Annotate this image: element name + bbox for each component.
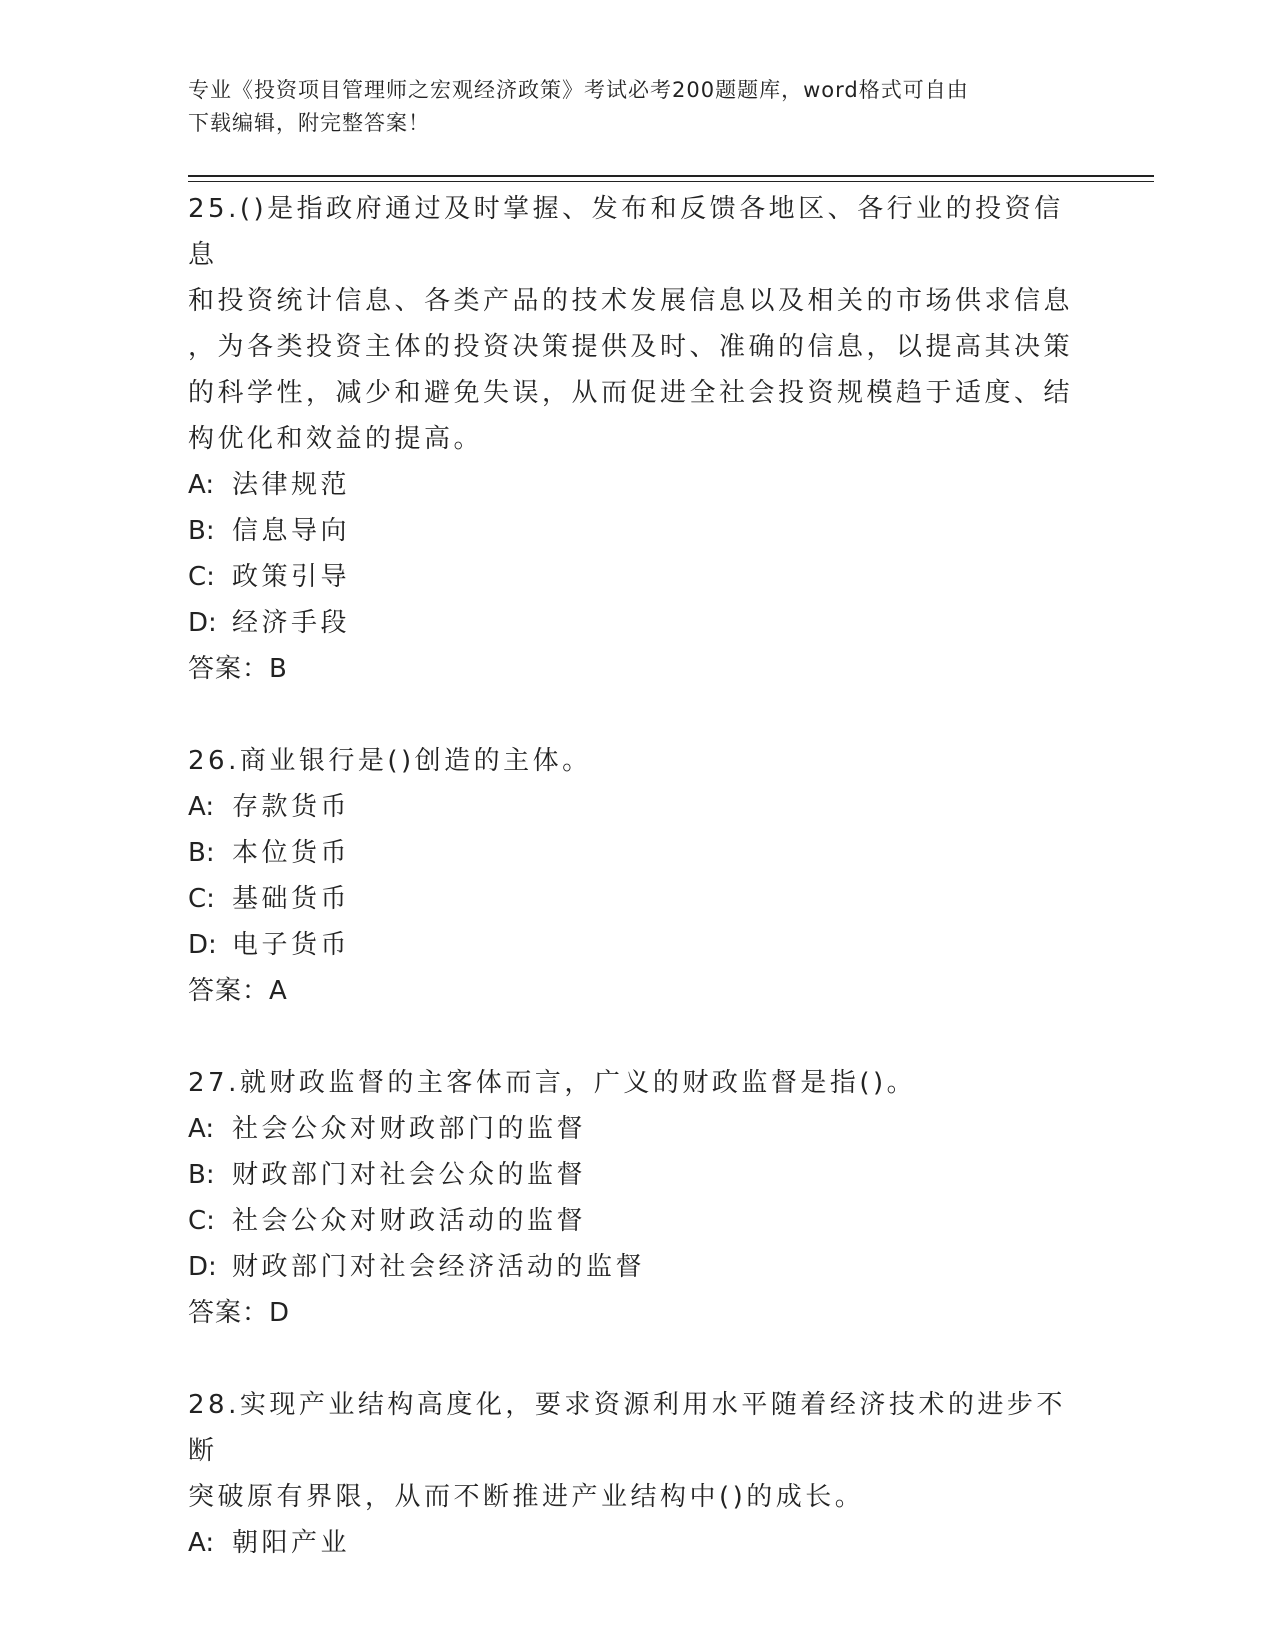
header-line-2: 下载编辑，附完整答案！	[188, 111, 430, 135]
option-label: D:	[188, 608, 217, 638]
question-spacer	[188, 1336, 1088, 1382]
option-text: 基础货币	[232, 884, 351, 914]
answer-line: 答案：D	[188, 1298, 291, 1328]
option-a	[188, 1106, 1088, 1152]
option-label: B:	[188, 838, 215, 868]
question-stem-line: 突破原有界限，从而不断推进产业结构中()的成长。	[188, 1482, 865, 1512]
option-label: D:	[188, 930, 217, 960]
option-label: D:	[188, 1252, 217, 1282]
option-a	[188, 1520, 1088, 1566]
question-26	[188, 738, 1088, 1014]
option-text: 存款货币	[232, 792, 351, 822]
option-d	[188, 1244, 1088, 1290]
question-list	[188, 186, 1088, 1566]
question-stem-line: 的科学性，减少和避免失误，从而促进全社会投资规模趋于适度、结	[188, 378, 1074, 408]
option-label: A:	[188, 470, 215, 500]
question-spacer	[188, 692, 1088, 738]
option-label: B:	[188, 516, 215, 546]
option-label: C:	[188, 884, 215, 914]
option-text: 财政部门对社会公众的监督	[232, 1160, 587, 1190]
answer-line: 答案：B	[188, 654, 288, 684]
option-text: 社会公众对财政部门的监督	[232, 1114, 587, 1144]
question-stem-line: 构优化和效益的提高。	[188, 424, 484, 454]
answer-line: 答案：A	[188, 976, 288, 1006]
question-27	[188, 1060, 1088, 1336]
question-stem-line: 25.()是指政府通过及时掌握、发布和反馈各地区、各行业的投资信息	[188, 194, 1064, 270]
question-stem-line: ，为各类投资主体的投资决策提供及时、准确的信息，以提高其决策	[188, 332, 1074, 362]
question-28	[188, 1382, 1088, 1566]
option-b	[188, 830, 1088, 876]
question-stem-line: 26.商业银行是()创造的主体。	[188, 746, 592, 776]
option-label: C:	[188, 562, 215, 592]
document-header	[188, 74, 1088, 140]
option-text: 政策引导	[232, 562, 351, 592]
option-text: 法律规范	[232, 470, 351, 500]
question-spacer	[188, 1014, 1088, 1060]
option-label: B:	[188, 1160, 215, 1190]
option-label: C:	[188, 1206, 215, 1236]
option-a	[188, 462, 1088, 508]
option-d	[188, 922, 1088, 968]
option-a	[188, 784, 1088, 830]
option-c	[188, 554, 1088, 600]
option-text: 经济手段	[232, 608, 351, 638]
option-text: 信息导向	[232, 516, 351, 546]
question-25	[188, 186, 1088, 692]
question-stem-line: 和投资统计信息、各类产品的技术发展信息以及相关的市场供求信息	[188, 286, 1074, 316]
option-label: A:	[188, 792, 215, 822]
question-stem-line: 27.就财政监督的主客体而言，广义的财政监督是指()。	[188, 1068, 917, 1098]
option-label: A:	[188, 1528, 215, 1558]
option-b	[188, 508, 1088, 554]
option-c	[188, 876, 1088, 922]
option-c	[188, 1198, 1088, 1244]
option-text: 社会公众对财政活动的监督	[232, 1206, 587, 1236]
option-text: 本位货币	[232, 838, 351, 868]
header-line-1: 专业《投资项目管理师之宏观经济政策》考试必考200题题库，word格式可自由	[188, 78, 969, 102]
option-b	[188, 1152, 1088, 1198]
question-stem-line: 28.实现产业结构高度化，要求资源利用水平随着经济技术的进步不断	[188, 1390, 1066, 1466]
option-text: 财政部门对社会经济活动的监督	[232, 1252, 646, 1282]
option-text: 电子货币	[232, 930, 351, 960]
option-d	[188, 600, 1088, 646]
header-divider-thick	[188, 175, 1154, 177]
option-label: A:	[188, 1114, 215, 1144]
header-divider-thin	[188, 181, 1154, 182]
option-text: 朝阳产业	[232, 1528, 351, 1558]
